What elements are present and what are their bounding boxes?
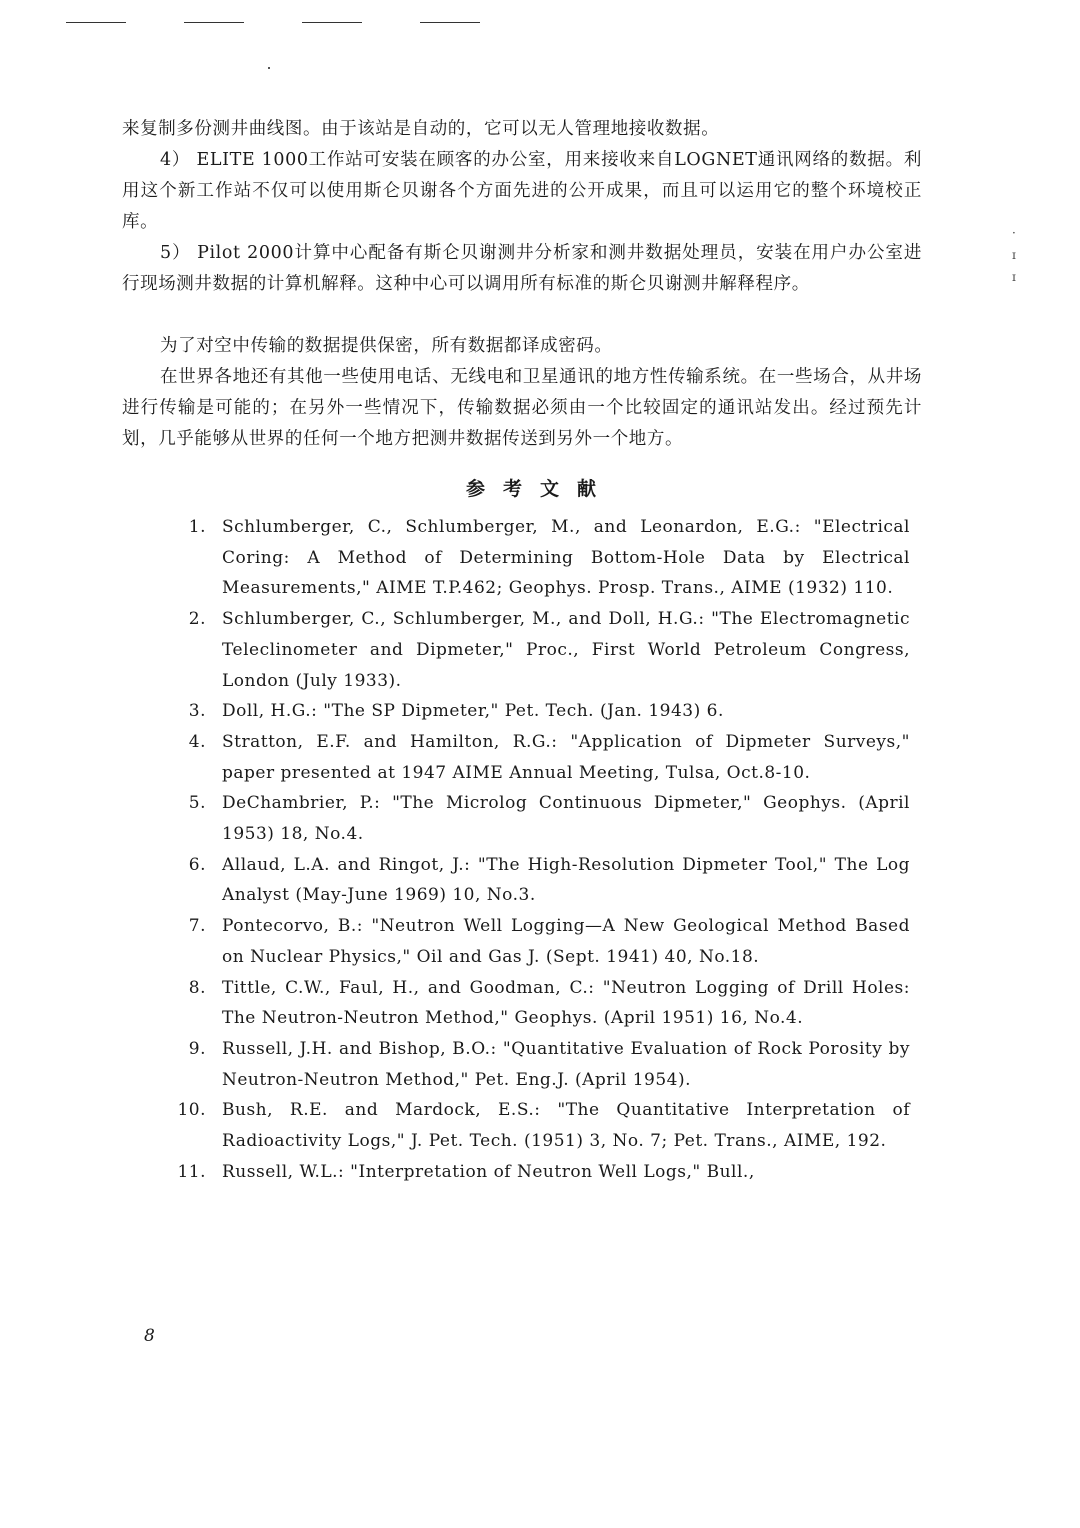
reference-text: DeChambrier, P.: "The Microlog Continuous Dipmeter," Geophys. (April 1953) 18, No.4. (222, 793, 910, 845)
reference-item (170, 1157, 910, 1188)
body-paragraph-3: 5） Pilot 2000计算中心配备有斯仑贝谢测井分析家和测井数据处理员，安装在用户办公室进行现场测井数据的计算机解释。这种中心可以调用所有标准的斯仑贝谢测井解释程序。 (122, 243, 922, 294)
reference-text: Bush, R.E. and Mardock, E.S.: "The Quantitative Interpretation of Radioactivity Logs," J. Pet. Tech. (1951) 3, No. 7; Pet. Trans., AIME, 192. (222, 1100, 910, 1152)
page-number: 8 (144, 1326, 155, 1346)
reference-item (170, 727, 910, 788)
reference-text: Pontecorvo, B.: "Neutron Well Logging—A New Geological Method Based on Nuclear Physics," Oil and Gas J. (Sept. 1941) 40, No.18. (222, 916, 910, 967)
body-paragraph-2: 4） ELITE 1000工作站可安装在顾客的办公室，用来接收来自LOGNET通讯网络的数据。利用这个新工作站不仅可以使用斯仑贝谢各个方面先进的公开成果，而且可以运用它的整个环境校正库。 (122, 150, 922, 232)
reference-number: 9. (188, 1038, 206, 1059)
header-rule-1 (66, 22, 126, 23)
reference-item (170, 850, 910, 911)
header-rule-4 (420, 22, 480, 23)
reference-number: 2. (188, 609, 206, 630)
reference-text: Russell, W.L.: "Interpretation of Neutron Well Logs," Bull., (222, 1161, 755, 1182)
reference-number: 3. (188, 701, 206, 722)
reference-number: 7. (188, 916, 206, 937)
reference-text: Stratton, E.F. and Hamilton, R.G.: "Application of Dipmeter Surveys," paper presented at 1947 AIME Annual Meeting, Tulsa, Oct.8-10. (222, 731, 910, 783)
body-paragraph-1: 来复制多份测井曲线图。由于该站是自动的，它可以无人管理地接收数据。 (122, 119, 720, 139)
reference-number: 6. (188, 854, 206, 875)
reference-number: 8. (188, 977, 206, 998)
reference-item (170, 788, 910, 849)
reference-item (170, 911, 910, 972)
reference-text: Russell, J.H. and Bishop, B.O.: "Quantitative Evaluation of Rock Porosity by Neutron-Neutron Method," Pet. Eng.J. (April 1954). (222, 1038, 910, 1090)
reference-text: Allaud, L.A. and Ringot, J.: "The High-Resolution Dipmeter Tool," The Log Analyst (May-June 1969) 10, No.3. (222, 854, 910, 906)
reference-item (170, 973, 910, 1034)
reference-item (170, 512, 910, 604)
references-list (170, 512, 910, 1187)
body-paragraph-5: 在世界各地还有其他一些使用电话、无线电和卫星通讯的地方性传输系统。在一些场合，从井场进行传输是可能的；在另外一些情况下，传输数据必须由一个比较固定的通讯站发出。经过预先计划，几乎能够从世界的任何一个地方把测井数据传送到另外一个地方。 (122, 367, 922, 449)
reference-number: 1. (188, 517, 206, 537)
reference-text: Tittle, C.W., Faul, H., and Goodman, C.: "Neutron Logging of Drill Holes: The Neutron-Neutron Method," Geophys. (April 1951) 16, No.4. (222, 977, 910, 1029)
reference-item (170, 696, 910, 727)
header-rule-2 (184, 22, 244, 23)
reference-text: Doll, H.G.: "The SP Dipmeter," Pet. Tech. (Jan. 1943) 6. (222, 701, 724, 722)
reference-item (170, 604, 910, 696)
margin-marks: · ɪ ɪ (1012, 226, 1016, 284)
body-paragraph-4: 为了对空中传输的数据提供保密，所有数据都译成密码。 (160, 336, 613, 356)
reference-number: 5. (188, 793, 206, 814)
header-rule-3 (302, 22, 362, 23)
references-heading: 参考文献 (465, 478, 614, 500)
reference-number: 4. (188, 731, 206, 752)
reference-text: Schlumberger, C., Schlumberger, M., and Doll, H.G.: "The Electromagnetic Teleclinometer and Dipmeter," Proc., First World Petroleum Congress, London (July 1933). (222, 609, 910, 691)
reference-text: Schlumberger, C., Schlumberger, M., and Leonardon, E.G.: "Electrical Coring: A Method of Determining Bottom-Hole Data by Electrical Measurements," AIME T.P.462; Geophys. Prosp. Trans., AIME (1932) 110. (222, 517, 910, 599)
reference-number: 11. (177, 1161, 206, 1182)
reference-item (170, 1095, 910, 1156)
scan-speck (268, 67, 270, 69)
reference-number: 10. (177, 1100, 206, 1121)
reference-item (170, 1034, 910, 1095)
